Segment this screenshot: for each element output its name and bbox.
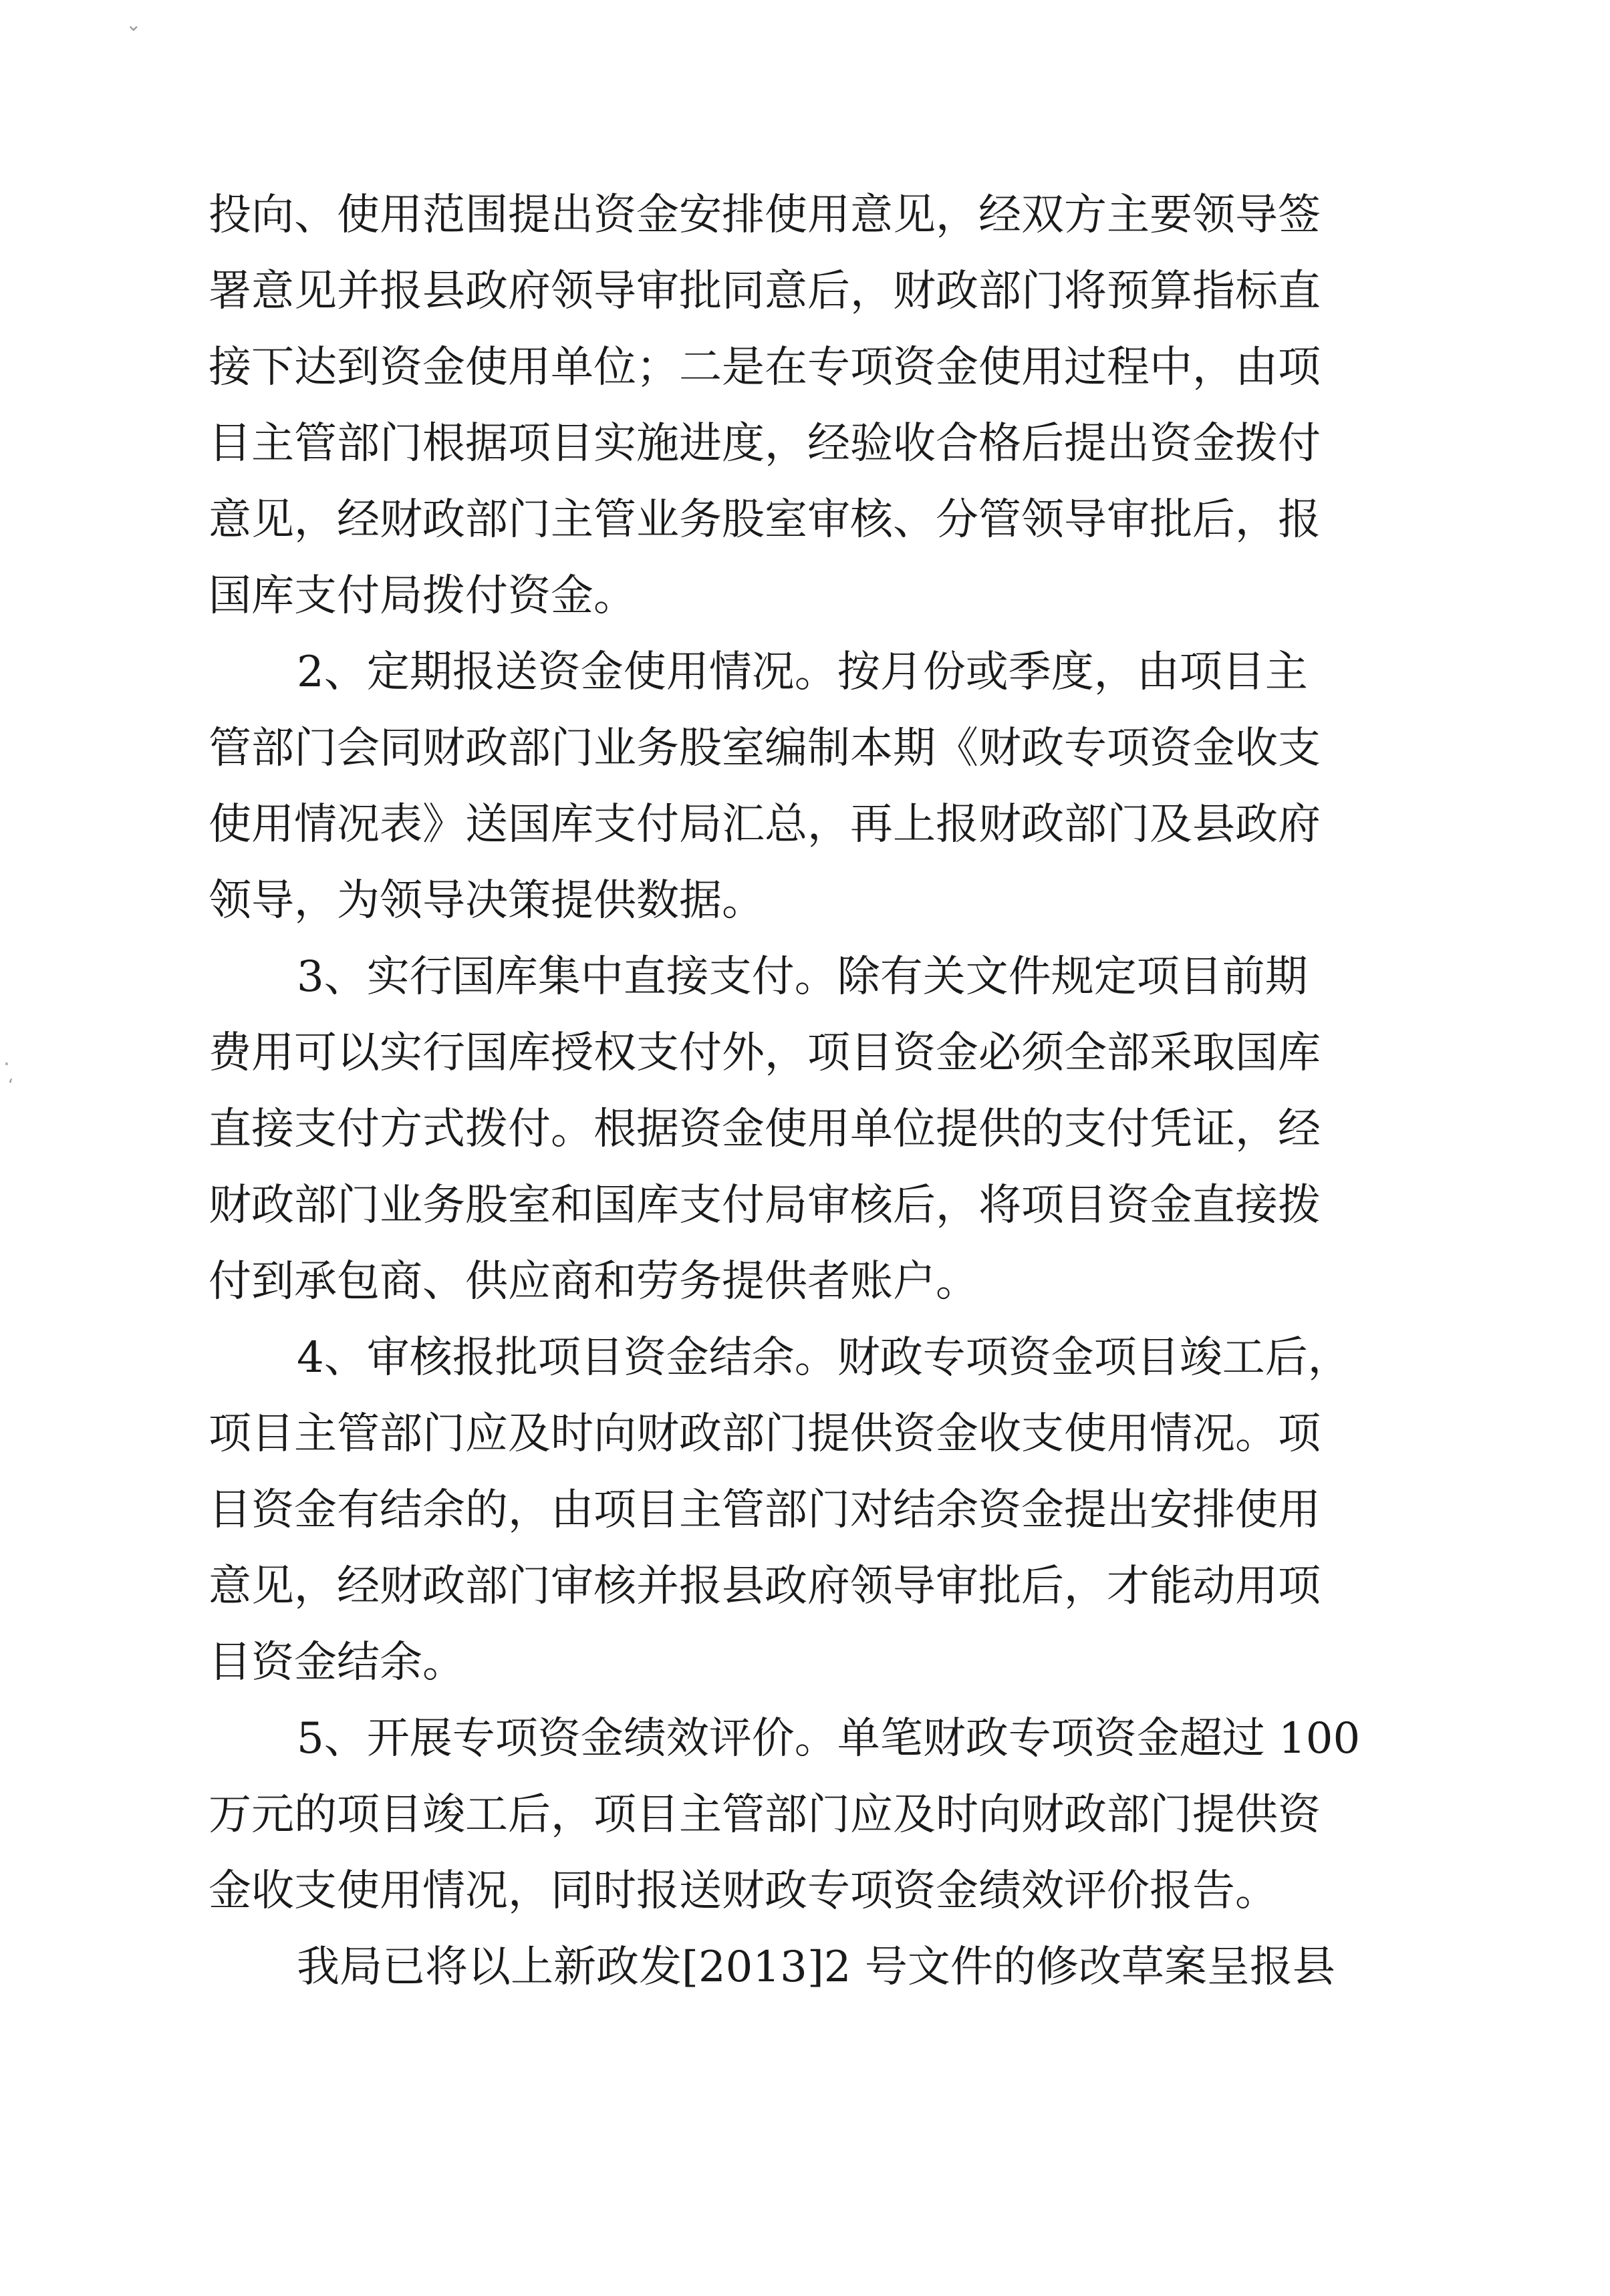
text-line: 项目主管部门应及时向财政部门提供资金收支使用情况。项	[209, 1409, 1321, 1459]
text-line: 领导，为领导决策提供数据。	[209, 876, 765, 925]
text-line: 直接支付方式拨付。根据资金使用单位提供的支付凭证，经	[209, 1105, 1321, 1154]
text-line: 万元的项目竣工后，项目主管部门应及时向财政部门提供资	[209, 1790, 1321, 1840]
text-line: 费用可以实行国库授权支付外，项目资金必须全部采取国库	[209, 1028, 1321, 1078]
paragraph-4-first-line: 4、审核报批项目资金结余。财政专项资金项目竣工后，	[297, 1333, 1351, 1383]
paragraph-5-first-line: 5、开展专项资金绩效评价。单笔财政专项资金超过 100	[297, 1714, 1361, 1763]
text-line: 目资金结余。	[209, 1638, 465, 1687]
text-line: 目主管部门根据项目实施进度，经验收合格后提出资金拨付	[209, 419, 1321, 468]
text-line: 意见，经财政部门审核并报县政府领导审批后，才能动用项	[209, 1562, 1321, 1611]
paragraph-2-first-line: 2、定期报送资金使用情况。按月份或季度，由项目主	[297, 648, 1308, 697]
scan-speck: ⸼	[5, 1046, 10, 1066]
scan-speck: ⌄	[126, 13, 142, 35]
scan-speck: ‘	[8, 1076, 14, 1096]
text-line: 管部门会同财政部门业务股室编制本期《财政专项资金收支	[209, 724, 1321, 773]
text-line: 付到承包商、供应商和劳务提供者账户。	[209, 1257, 978, 1306]
text-line: 投向、使用范围提出资金安排使用意见，经双方主要领导签	[209, 190, 1321, 240]
document-body	[209, 177, 1371, 2005]
text-line: 财政部门业务股室和国库支付局审核后，将项目资金直接拨	[209, 1181, 1321, 1230]
text-line: 国库支付局拨付资金。	[209, 571, 636, 621]
text-line: 署意见并报县政府领导审批同意后，财政部门将预算指标直	[209, 267, 1321, 316]
text-line: 使用情况表》送国库支付局汇总，再上报财政部门及县政府	[209, 800, 1321, 849]
text-line: 目资金有结余的，由项目主管部门对结余资金提出安排使用	[209, 1485, 1321, 1535]
text-line: 金收支使用情况，同时报送财政专项资金绩效评价报告。	[209, 1866, 1278, 1916]
paragraph-3-first-line: 3、实行国库集中直接支付。除有关文件规定项目前期	[297, 952, 1308, 1002]
text-line: 意见，经财政部门主管业务股室审核、分管领导审批后，报	[209, 495, 1321, 545]
closing-paragraph-first-line: 我局已将以上新政发[2013]2 号文件的修改草案呈报县	[297, 1943, 1335, 1992]
text-line: 接下达到资金使用单位；二是在专项资金使用过程中，由项	[209, 343, 1321, 392]
